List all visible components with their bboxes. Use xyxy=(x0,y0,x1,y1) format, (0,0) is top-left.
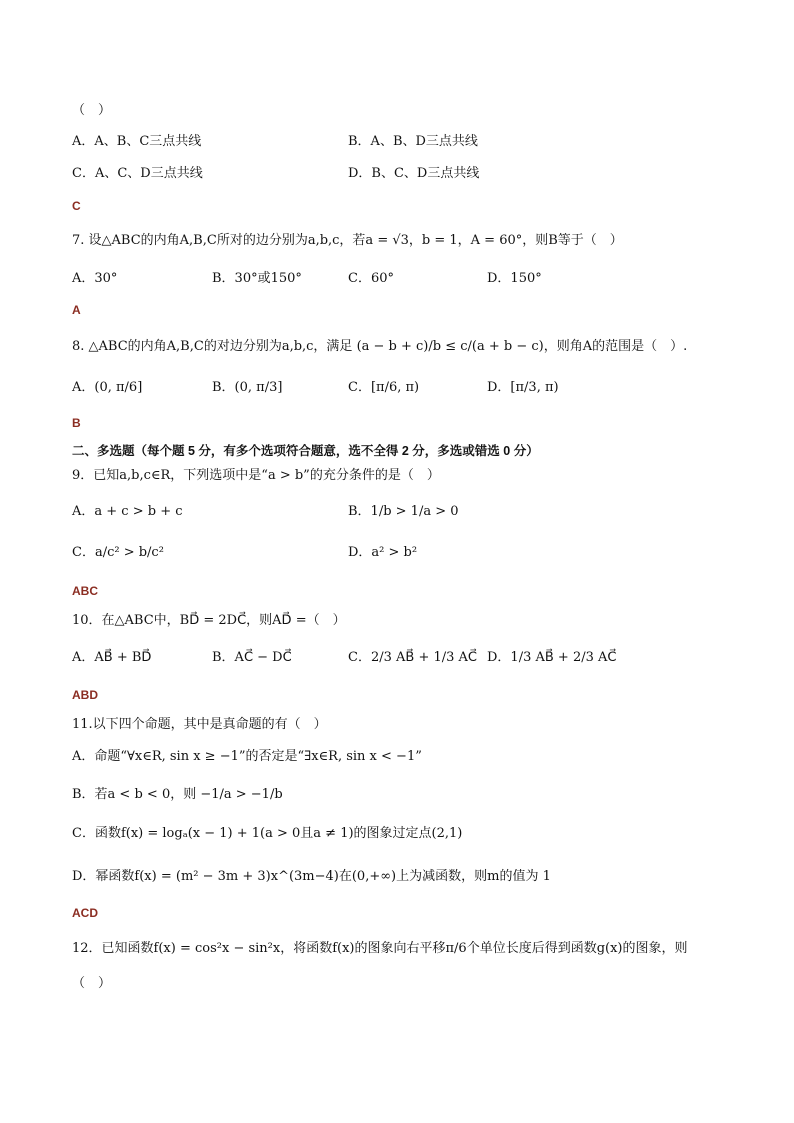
q6-option-b: B．A、B、D三点共线 xyxy=(348,134,478,149)
q8-option-c: C．[π/6, π) xyxy=(348,380,420,395)
q6-option-c: C．A、C、D三点共线 xyxy=(72,166,203,181)
q11-option-d: D．幂函数f(x) = (m² − 3m + 3)x^(3m−4)在(0,+∞)上为减函数，则m的值为 1 xyxy=(72,869,551,884)
q9-option-c: C．a/c² > b/c² xyxy=(72,545,164,560)
q9-option-a: A．a + c > b + c xyxy=(72,504,183,519)
q9-stem: 9．已知a,b,c∈R，下列选项中是“a > b”的充分条件的是（ ） xyxy=(72,468,440,483)
q11-option-a: A．命题“∀x∈R, sin x ≥ −1”的否定是“∃x∈R, sin x < −1” xyxy=(72,749,422,764)
q12-tail: （ ） xyxy=(72,976,112,991)
q11-option-c: C．函数f(x) = logₐ(x − 1) + 1(a > 0且a ≠ 1)的图象过定点(2,1) xyxy=(72,826,463,841)
q10-option-a: A．AB⃗ + BD⃗ xyxy=(72,650,152,665)
q6-option-d: D．B、C、D三点共线 xyxy=(348,166,480,181)
q8-option-a: A．(0, π/6] xyxy=(72,380,143,395)
q8-option-d: D．[π/3, π) xyxy=(487,380,559,395)
q10-stem: 10．在△ABC中，BD⃗ = 2DC⃗，则AD⃗ =（ ） xyxy=(72,613,346,628)
q9-option-b: B．1/b > 1/a > 0 xyxy=(348,504,459,519)
q10-answer: ABD xyxy=(72,688,98,702)
q6-answer: C xyxy=(72,199,81,213)
q7-option-c: C．60° xyxy=(348,271,394,286)
q7-answer: A xyxy=(72,303,81,317)
q9-option-d: D．a² > b² xyxy=(348,545,418,560)
q10-option-b: B．AC⃗ − DC⃗ xyxy=(212,650,292,665)
q11-option-b: B．若a < b < 0，则 −1/a > −1/b xyxy=(72,787,283,802)
q9-answer: ABC xyxy=(72,584,98,598)
q8-option-b: B．(0, π/3] xyxy=(212,380,283,395)
q7-option-d: D．150° xyxy=(487,271,542,286)
q6-option-a: A．A、B、C三点共线 xyxy=(72,134,202,149)
q6-tail: （ ） xyxy=(72,103,112,118)
q7-stem: 7. 设△ABC的内角A,B,C所对的边分别为a,b,c，若a = √3，b = 1，A = 60°，则B等于（ ） xyxy=(72,233,623,248)
q12-stem: 12．已知函数f(x) = cos²x − sin²x，将函数f(x)的图象向右平移π/6个单位长度后得到函数g(x)的图象，则 xyxy=(72,941,688,956)
q7-option-a: A．30° xyxy=(72,271,118,286)
section-2-title: 二、多选题（每个题 5 分，有多个选项符合题意，选不全得 2 分，多选或错选 0 分） xyxy=(72,444,539,458)
q10-option-d: D．1/3 AB⃗ + 2/3 AC⃗ xyxy=(487,650,617,665)
q11-stem: 11.以下四个命题，其中是真命题的有（ ） xyxy=(72,717,327,732)
q11-answer: ACD xyxy=(72,906,98,920)
q10-option-c: C．2/3 AB⃗ + 1/3 AC⃗ xyxy=(348,650,477,665)
q7-option-b: B．30°或150° xyxy=(212,271,302,286)
q8-answer: B xyxy=(72,416,81,430)
q8-stem: 8. △ABC的内角A,B,C的对边分别为a,b,c，满足 (a − b + c)/b ≤ c/(a + b − c)，则角A的范围是（ ）. xyxy=(72,339,688,354)
